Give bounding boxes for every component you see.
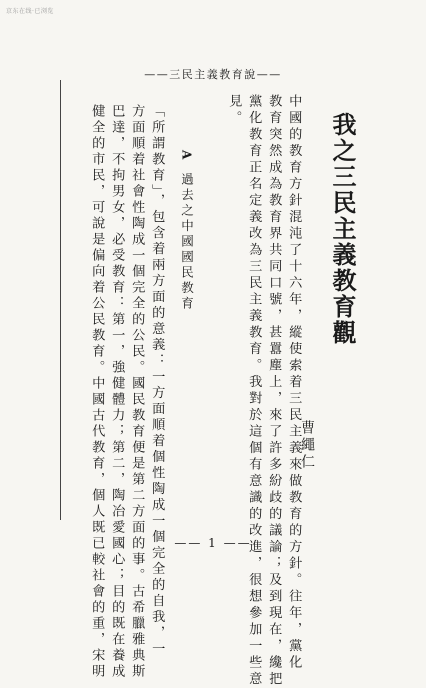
body-column: 巴達，不拘男女，必受教育：第一，強健體力；第二，陶冶愛國心；目的既在養成 bbox=[109, 104, 125, 680]
section-heading-text: 過去之中國國民教育 bbox=[179, 172, 195, 312]
article-author: 曹繩仁 bbox=[299, 420, 315, 471]
intro-column: 黨化教育正名定義改為三民主義教育。我對於這個有意識的改進，很想參加一些意 bbox=[246, 94, 262, 688]
section-letter: A bbox=[179, 150, 194, 163]
margin-rule bbox=[60, 80, 61, 520]
body-column: 方面順着社會性陶成一個完全的公民。國民教育便是第二方面的事。古希臘雅典斯 bbox=[129, 104, 145, 680]
intro-column: 教育突然成為教育界共同口號，甚囂塵上，來了許多紛歧的議論；及到現在，纔把 bbox=[266, 94, 282, 688]
corner-watermark: 京东在线·已浏览 bbox=[6, 8, 54, 15]
article-title: 我之三民主義教育觀 bbox=[328, 112, 357, 346]
intro-column: 中國的教育方針混沌了十六年，縱使索着三民主義來做教育的方針。往年，黨化 bbox=[286, 94, 302, 672]
intro-column: 見。 bbox=[226, 94, 242, 127]
body-column: 健全的市民，可說是偏向着公民教育。中國古代教育，個人既已較社會的重，宋明 bbox=[89, 104, 105, 680]
section-heading bbox=[179, 150, 195, 312]
page-number: —— 1 —— bbox=[174, 536, 252, 550]
body-column: 「所謂教育」，包含着兩方面的意義：一方面順着個性陶成一個完全的自我，一 bbox=[149, 104, 165, 658]
running-header: ——三民主義教育說—— bbox=[144, 68, 282, 81]
